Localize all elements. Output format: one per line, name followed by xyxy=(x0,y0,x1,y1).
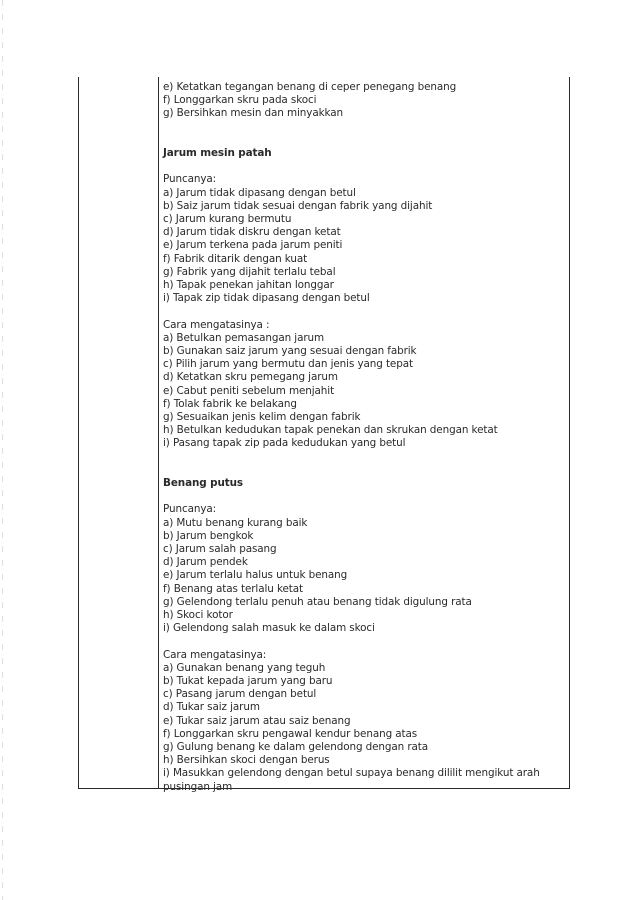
column-divider xyxy=(158,77,159,788)
list-item: g) Gulung benang ke dalam gelendong dengan rata xyxy=(163,741,429,754)
list-item: e) Cabut peniti sebelum menjahit xyxy=(163,384,335,397)
list-item: d) Jarum tidak diskru dengan ketat xyxy=(163,226,341,239)
list-item: i) Tapak zip tidak dipasang dengan betul xyxy=(163,292,370,305)
list-item: d) Ketatkan skru pemegang jarum xyxy=(163,371,338,384)
list-item: g) Bersihkan mesin dan minyakkan xyxy=(163,107,343,120)
list-item: h) Skoci kotor xyxy=(163,609,233,622)
list-item: a) Mutu benang kurang baik xyxy=(163,516,308,529)
list-item: g) Sesuaikan jenis kelim dengan fabrik xyxy=(163,411,361,424)
list-item: h) Bersihkan skoci dengan berus xyxy=(163,754,330,767)
list-item: c) Jarum kurang bermutu xyxy=(163,213,292,225)
list-item: h) Tapak penekan jahitan longgar xyxy=(163,279,334,292)
list-item: f) Fabrik ditarik dengan kuat xyxy=(163,252,308,265)
list-item: g) Fabrik yang dijahit terlalu tebal xyxy=(163,265,336,278)
list-item: a) Betulkan pemasangan jarum xyxy=(163,331,325,344)
continued-steps xyxy=(163,81,568,121)
list-item: b) Saiz jarum tidak sesuai dengan fabrik yang dijahit xyxy=(163,199,433,212)
list-item: e) Jarum terlalu halus untuk benang xyxy=(163,569,348,582)
list-item: a) Gunakan benang yang teguh xyxy=(163,661,326,674)
list-item: b) Gunakan saiz jarum yang sesuai dengan fabrik xyxy=(163,345,417,358)
list-item: f) Tolak fabrik ke belakang xyxy=(163,397,297,410)
list-item: f) Benang atas terlalu ketat xyxy=(163,582,304,595)
causes-label: Puncanya: xyxy=(163,173,217,186)
causes-label: Puncanya: xyxy=(163,503,217,516)
list-item: i) Pasang tapak zip pada kedudukan yang betul xyxy=(163,437,406,450)
table-content-cell xyxy=(163,81,568,794)
list-item: d) Jarum pendek xyxy=(163,556,248,569)
solutions-label: Cara mengatasinya: xyxy=(163,648,267,661)
list-item: i) Gelendong salah masuk ke dalam skoci xyxy=(163,622,375,635)
section-heading: Benang putus xyxy=(163,477,244,490)
section-benang-putus xyxy=(163,477,568,794)
list-item: a) Jarum tidak dipasang dengan betul xyxy=(163,186,356,199)
list-item: e) Tukar saiz jarum atau saiz benang xyxy=(163,714,351,727)
section-jarum-mesin-patah xyxy=(163,147,568,451)
section-heading: Jarum mesin patah xyxy=(163,147,272,159)
list-item: f) Longgarkan skru pada skoci xyxy=(163,94,317,107)
list-item: b) Tukat kepada jarum yang baru xyxy=(163,675,333,688)
list-item: g) Gelendong terlalu penuh atau benang tidak digulung rata xyxy=(163,595,472,608)
list-item: e) Jarum terkena pada jarum peniti xyxy=(163,239,343,252)
list-item: b) Jarum bengkok xyxy=(163,529,254,542)
list-item: c) Pasang jarum dengan betul xyxy=(163,688,317,701)
list-item: h) Betulkan kedudukan tapak penekan dan skrukan dengan ketat xyxy=(163,424,498,437)
list-item: e) Ketatkan tegangan benang di ceper penegang benang xyxy=(163,81,457,93)
list-item: i) Masukkan gelendong dengan betul supaya benang dililit mengikut arah pusingan jam xyxy=(163,767,540,793)
list-item: f) Longgarkan skru pengawal kendur benang atas xyxy=(163,727,418,740)
list-item: c) Jarum salah pasang xyxy=(163,543,277,556)
list-item: c) Pilih jarum yang bermutu dan jenis yang tepat xyxy=(163,358,413,371)
list-item: d) Tukar saiz jarum xyxy=(163,701,260,714)
scan-edge-artifact xyxy=(2,0,3,900)
content-table xyxy=(78,77,570,793)
solutions-label: Cara mengatasinya : xyxy=(163,318,270,331)
